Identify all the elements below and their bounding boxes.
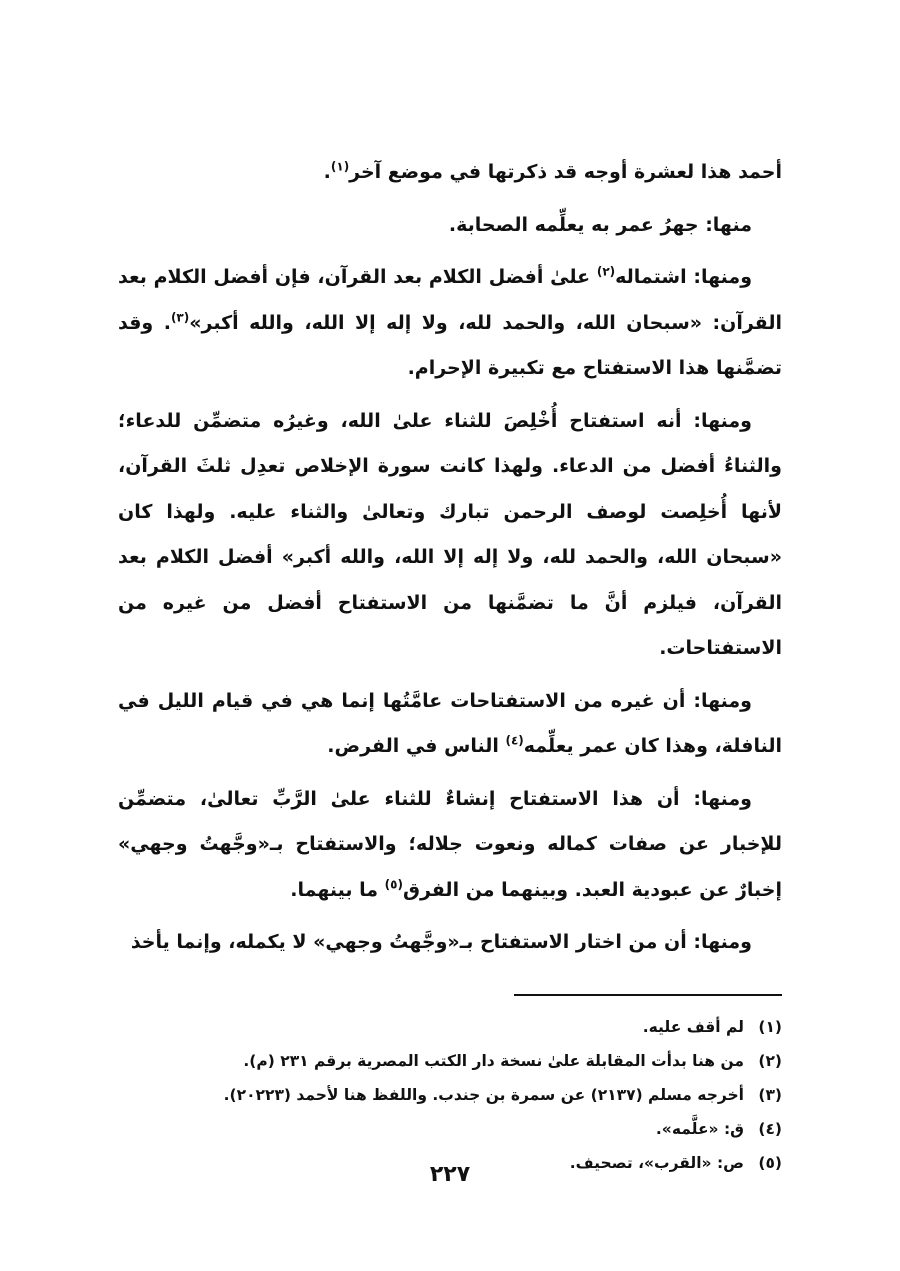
- paragraph-4: [118, 399, 782, 672]
- main-text: [118, 150, 782, 966]
- paragraph-5: [118, 679, 782, 770]
- paragraph-2: [118, 203, 782, 249]
- paragraph-6-text: ومنها: أن هذا الاستفتاح إنشاءٌ للثناء علىٰ الرَّبِّ تعالىٰ، متضمِّن للإخبار عن صفات كماله ونعوت جلاله؛ والاستفتاح بـ«وجَّهتُ وجهي» إخبارٌ عن عبودية العبد. وبينهما من الفرق: [118, 787, 782, 901]
- footnote-divider: [514, 994, 782, 996]
- footnote-text: أخرجه مسلم (٢١٣٧) عن سمرة بن جندب. واللفظ هنا لأحمد (٢٠٢٢٣).: [223, 1085, 744, 1104]
- footnote-text: لم أقف عليه.: [642, 1017, 744, 1036]
- footnotes-list: [118, 1010, 782, 1180]
- footnote-text: ص: «القرب»، تصحيف.: [569, 1153, 744, 1172]
- paragraph-7: [118, 920, 782, 966]
- paragraph-3-text: ومنها: اشتماله: [615, 266, 753, 288]
- page-body: [118, 150, 782, 1180]
- paragraph-2-text: منها: جهرُ عمر به يعلِّمه الصحابة.: [448, 213, 752, 236]
- paragraph-5-text: ومنها: أن غيره من الاستفتاحات عامَّتُها إنما هي في قيام الليل في النافلة، وهذا كان عمر يعلِّمه: [118, 689, 782, 757]
- footnote-number: (٤): [758, 1119, 782, 1138]
- paragraph-1: [118, 150, 782, 196]
- footnote-1: [118, 1010, 782, 1044]
- paragraph-6: [118, 777, 782, 914]
- paragraph-3-tail2: . وقد تضمَّنها هذا الاستفتاح مع تكبيرة الإحرام.: [118, 311, 782, 379]
- paragraph-7-text: ومنها: أن من اختار الاستفتاح بـ«وجَّهتُ وجهي» لا يكمله، وإنما يأخذ: [130, 931, 752, 953]
- footnote-number: (٥): [758, 1153, 782, 1172]
- paragraph-6-tail: ما بينهما.: [290, 878, 385, 901]
- footnote-4: [118, 1112, 782, 1146]
- paragraph-1-tail: .: [323, 161, 331, 183]
- footnote-ref-5[interactable]: (٥): [384, 877, 403, 892]
- page-number: ٢٢٧: [429, 1162, 471, 1187]
- paragraph-5-tail: الناس في الفرض.: [327, 735, 506, 757]
- paragraph-3-tail: علىٰ أفضل الكلام بعد القرآن، فإن أفضل الكلام بعد القرآن: «سبحان الله، والحمد لله، ولا إله إلا الله، والله أكبر»: [118, 266, 783, 334]
- footnote-3: [118, 1078, 782, 1112]
- footnote-2: [118, 1044, 782, 1078]
- paragraph-4-text: ومنها: أنه استفتاح أُخْلِصَ للثناء علىٰ الله، وغيرُه متضمِّن للدعاء؛ والثناءُ أفضل من الدعاء. ولهذا كانت سورة الإخلاص تعدِل ثلثَ القرآن، لأنها أُخلِصت لوصف الرحمن تبارك وتعالىٰ والثناء عليه. ولهذا كان «سبحان الله، والحمد لله، ولا إله إلا الله، والله أكبر» أفضل الكلام بعد القرآن، فيلزم أنَّ ما تضمَّنها من الاستفتاح أفضل من غيره من الاستفتاحات.: [118, 409, 782, 659]
- footnote-ref-1[interactable]: (١): [330, 159, 350, 174]
- footnote-number: (١): [758, 1017, 782, 1036]
- footnote-text: من هنا بدأت المقابلة علىٰ نسخة دار الكتب المصرية برقم ٢٣١ (م).: [243, 1051, 744, 1070]
- footnote-text: ق: «علَّمه».: [655, 1119, 744, 1138]
- footnote-number: (٢): [758, 1051, 782, 1070]
- footnote-ref-4[interactable]: (٤): [505, 733, 524, 748]
- paragraph-3: [118, 255, 782, 392]
- footnote-ref-3[interactable]: (٣): [170, 310, 190, 325]
- footnote-number: (٣): [758, 1085, 782, 1104]
- paragraph-1-text: أحمد هذا لعشرة أوجه قد ذكرتها في موضع آخر: [349, 161, 782, 183]
- footnote-ref-2[interactable]: (٢): [596, 264, 616, 279]
